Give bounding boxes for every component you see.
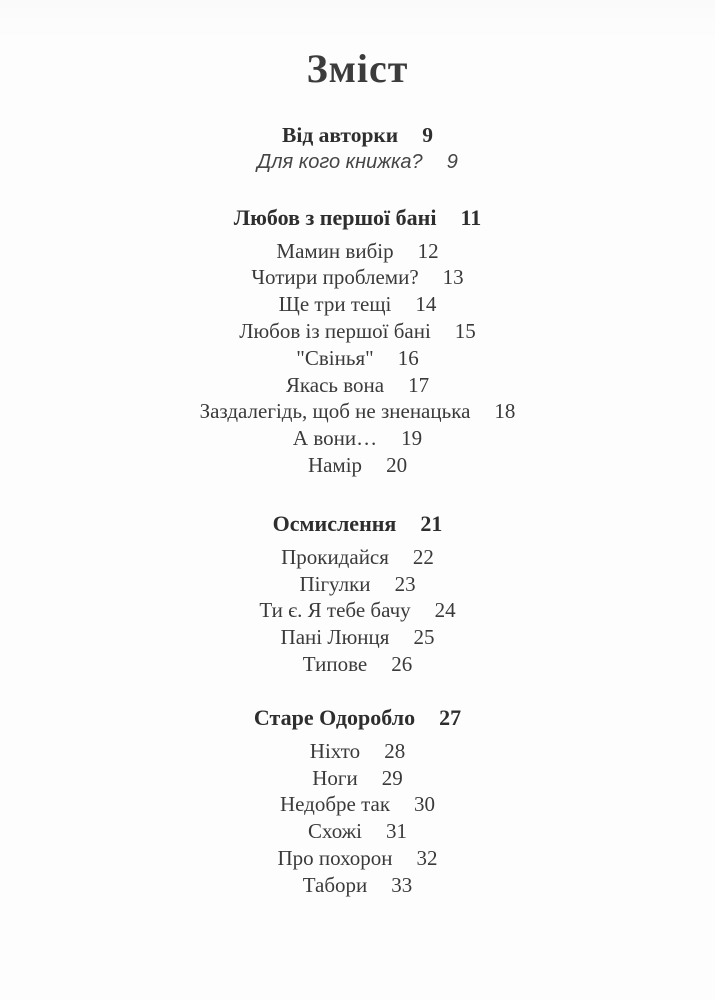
toc-entry [0, 845, 715, 872]
toc-entry-page: 22 [412, 544, 434, 569]
toc-section-heading-label: Старе Одоробло [253, 704, 416, 730]
toc-entry-page: 31 [386, 819, 408, 844]
toc-entry-page: 26 [391, 651, 413, 676]
toc-entry [0, 544, 715, 571]
toc-entry-page: 25 [413, 625, 435, 650]
toc-entry-page: 30 [414, 792, 436, 817]
toc-entry-label: Про похорон [277, 845, 393, 870]
toc-entry-label: Ніхто [309, 738, 361, 763]
toc-section [0, 510, 715, 678]
toc-section-heading-page: 27 [439, 704, 462, 730]
toc-entry-label: Якась вона [285, 372, 385, 397]
toc-entry [0, 597, 715, 624]
toc-entry-label: А вони… [292, 426, 378, 451]
toc-entry-page: 29 [381, 765, 403, 790]
toc-entry-page: 23 [394, 571, 416, 596]
toc-entry-label: Пані Люнця [280, 625, 390, 650]
toc-entry [0, 738, 715, 765]
toc-entry-label: Для кого книжка? [257, 150, 423, 173]
toc-entry-label: Ноги [312, 765, 358, 790]
toc-section [0, 704, 715, 899]
toc-entry-page: 13 [442, 265, 464, 290]
toc-entry-page: 28 [384, 738, 406, 763]
toc-entry [0, 291, 715, 318]
toc-entry-label: Типове [302, 651, 368, 676]
toc-entry-label: Недобре так [279, 792, 391, 817]
toc-entry-page: 14 [415, 292, 437, 317]
toc-entry [0, 318, 715, 345]
toc-entry-label: Пігулки [299, 571, 371, 596]
toc-entry-label: Від авторки [282, 123, 399, 147]
toc-entry-label: Любов із першої бані [239, 318, 431, 343]
toc-entry [0, 238, 715, 265]
toc-entry-page: 32 [416, 845, 438, 870]
toc-entry-label: Чотири проблеми? [251, 265, 419, 290]
toc-entry-label: Схожі [307, 819, 363, 844]
toc-entry [0, 765, 715, 792]
toc-entry [0, 624, 715, 651]
toc-section-heading-label: Осмислення [272, 510, 397, 536]
toc-entry [0, 345, 715, 372]
toc-entry [0, 264, 715, 291]
toc-section-heading-label: Любов з першої бані [233, 204, 437, 230]
toc-entry-page: 17 [408, 372, 430, 397]
toc-entry [0, 571, 715, 598]
toc-entry-front-heading [0, 122, 715, 149]
toc-entry-page: 16 [397, 345, 419, 370]
toc-entry-label: Заздалегідь, щоб не зненацька [199, 399, 471, 424]
toc-entry-page: 33 [391, 872, 413, 897]
toc-entry-page: 18 [494, 399, 516, 424]
toc-entry-page: 15 [454, 318, 476, 343]
toc-section-heading-page: 21 [420, 510, 443, 536]
toc-entry-page: 19 [401, 426, 423, 451]
page-title: Зміст [306, 46, 409, 91]
toc-entry-label: Намір [307, 452, 363, 477]
toc-section-heading-page: 11 [460, 204, 482, 230]
toc-entry-label: Ще три тещі [278, 292, 392, 317]
toc-entry [0, 425, 715, 452]
toc-section-heading [0, 510, 715, 538]
toc-entry-page: 24 [434, 598, 456, 623]
toc-entry [0, 818, 715, 845]
toc-entry-page: 20 [386, 452, 408, 477]
toc-entry-label: Табори [302, 872, 368, 897]
toc-entry [0, 452, 715, 479]
toc-section-heading [0, 204, 715, 232]
toc-entry-label: Ти є. Я тебе бачу [259, 598, 411, 623]
toc-entry-front-subentry [0, 149, 715, 176]
toc-entry-label: Прокидайся [281, 544, 389, 569]
toc-entry [0, 791, 715, 818]
toc-entry-label: "Свінья" [296, 345, 374, 370]
toc-entry-page: 9 [422, 123, 433, 147]
toc-entry [0, 872, 715, 899]
toc-section-heading [0, 704, 715, 732]
toc-entry-page: 9 [446, 150, 458, 173]
toc-entry-page: 12 [417, 238, 439, 263]
toc-entry [0, 372, 715, 399]
toc-entry [0, 398, 715, 425]
toc-entry [0, 651, 715, 678]
toc-entry-label: Мамин вибір [276, 238, 394, 263]
toc-section [0, 204, 715, 479]
